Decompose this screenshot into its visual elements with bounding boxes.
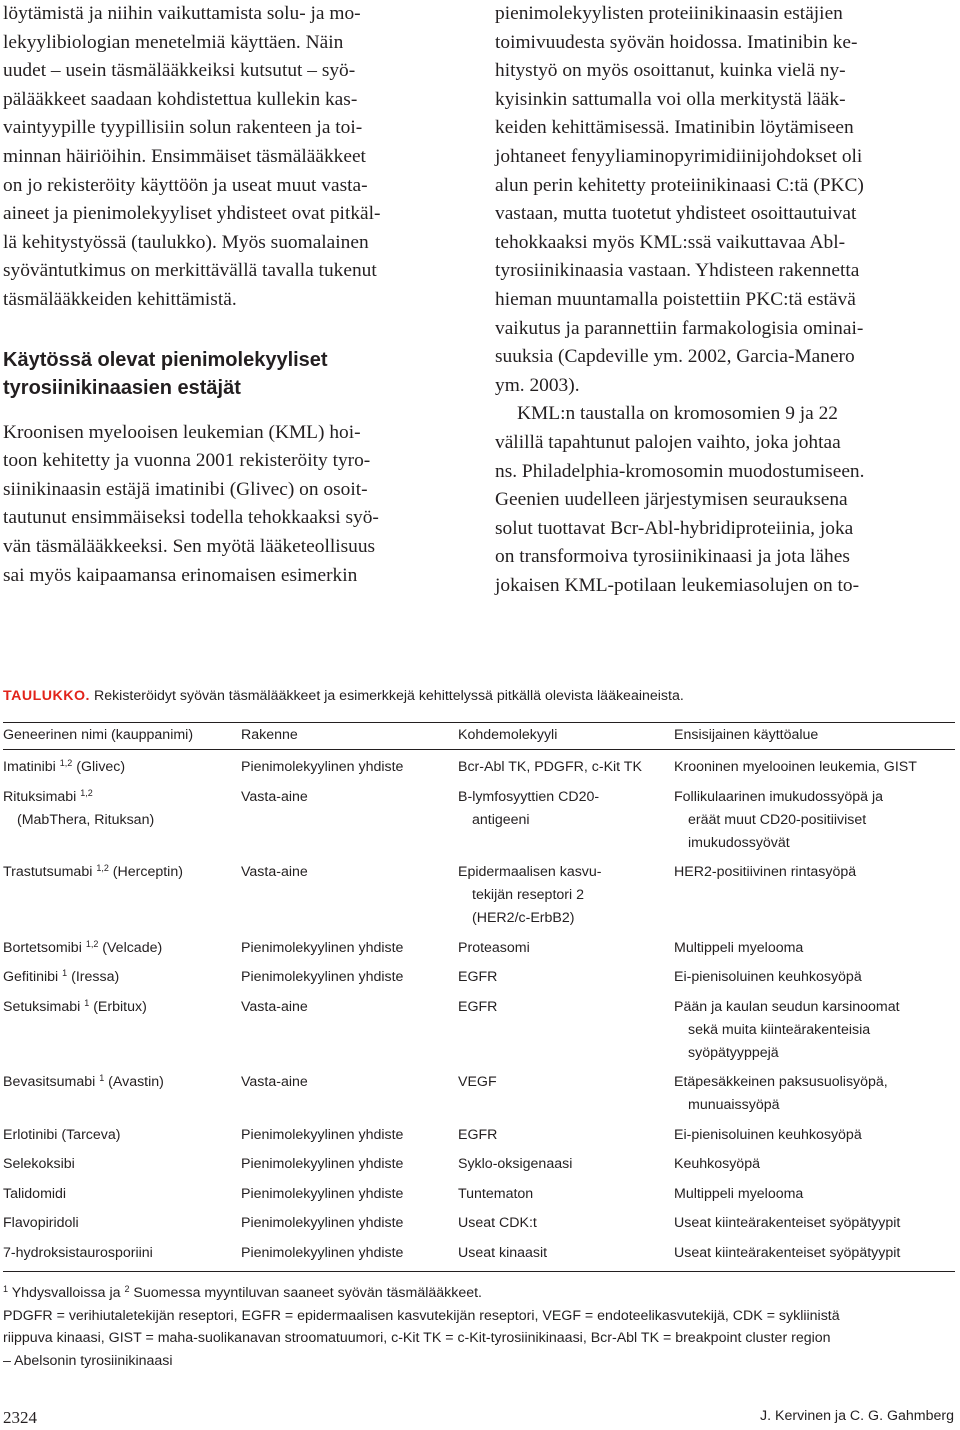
drug-name: Bevasitsumabi	[3, 1074, 96, 1090]
table-caption-text: Rekisteröidyt syövän täsmälääkkeet ja esimerkkejä kehittelyssä pitkällä olevista lääkeaineista.	[90, 688, 684, 704]
cell-use	[674, 996, 955, 1065]
body-text-line: on transformoiva tyrosiinikinaasi ja jota lähes	[495, 546, 850, 568]
page-number: 2324	[3, 1408, 37, 1427]
cell-structure	[241, 1153, 458, 1176]
footnote-ref: 1,2	[59, 758, 73, 768]
use-text: Krooninen myelooinen leukemia, GIST	[674, 759, 917, 775]
structure-text: Vasta-aine	[241, 998, 308, 1015]
trade-name: (Tarceva)	[57, 1126, 121, 1143]
body-text-line: pienimolekyylisten proteiinikinaasin estäjien	[495, 3, 843, 24]
cell-target	[458, 966, 674, 989]
target-text: Epidermaalisen kasvu-	[458, 864, 602, 880]
table-row	[3, 1242, 955, 1265]
body-text-line: tyrosiinikinaasia vastaan. Yhdisteen rakennetta	[495, 260, 860, 282]
structure-text: Pienimolekyylinen yhdiste	[241, 1244, 404, 1261]
structure-text: Pienimolekyylinen yhdiste	[241, 1126, 404, 1143]
body-text-line: vän täsmälääkkeeksi. Sen myötä lääketeollisuus	[3, 535, 376, 557]
trade-name: (Avastin)	[104, 1074, 164, 1090]
target-text: Bcr-Abl TK, PDGFR, c-Kit TK	[458, 759, 642, 775]
target-text: Tuntematon	[458, 1185, 534, 1202]
cell-generic-name	[3, 1153, 241, 1176]
cell-use	[674, 861, 955, 930]
structure-text: Vasta-aine	[241, 864, 308, 880]
structure-text: Pienimolekyylinen yhdiste	[241, 1156, 404, 1172]
cell-generic-name	[3, 786, 241, 855]
drug-name: Gefitinibi	[3, 969, 59, 985]
target-text: B-lymfosyyttien CD20-	[458, 788, 600, 805]
use-text: Ei-pienisoluinen keuhkosyöpä	[674, 969, 862, 985]
right-paragraph-2	[495, 400, 955, 600]
drug-name: Talidomidi	[3, 1185, 67, 1202]
table-row	[3, 937, 955, 960]
body-text-line: vaikutus ja parannettiin farmakologisia ominai-	[495, 317, 864, 339]
structure-text: Pienimolekyylinen yhdiste	[241, 759, 404, 775]
body-text-line: minnan häiriöihin. Ensimmäiset täsmälääkkeet	[3, 145, 366, 167]
body-text-line: kyisinkin sattumalla voi olla merkitystä lääk-	[495, 88, 846, 110]
drug-name: Erlotinibi	[3, 1126, 58, 1143]
abbrev-line: riippuva kinaasi, GIST = maha-suolikanavan stroomatuumori, c-Kit TK = c-Kit-tyrosiinikinaasi, Bcr-Abl TK = breakpoint cluster region	[3, 1330, 831, 1346]
header-generic-name: Geneerinen nimi (kauppanimi)	[3, 727, 194, 743]
cell-target	[458, 1242, 674, 1265]
body-text-line: vastaan, mutta tuotetut yhdisteet osoittautuivat	[495, 203, 857, 225]
cell-generic-name	[3, 1242, 241, 1265]
cell-use	[674, 937, 955, 960]
footnote-sup-2: 2	[124, 1284, 130, 1294]
cell-structure	[241, 1183, 458, 1206]
body-text-line: Geenien uudelleen järjestymisen seurauksena	[495, 489, 848, 511]
table-caption	[3, 686, 955, 706]
body-text-line: siinikinaasin estäjä imatinibi (Glivec) on osoit-	[3, 478, 368, 500]
cell-structure	[241, 786, 458, 855]
body-text-line: jokaisen KML-potilaan leukemiasolujen on to-	[495, 574, 860, 596]
target-text: EGFR	[458, 969, 498, 985]
body-text-line: KML:n taustalla on kromosomien 9 ja 22	[517, 403, 838, 425]
body-text-line: ym. 2003).	[495, 374, 580, 396]
body-text-line: aineet ja pienimolekyyliset yhdisteet ovat pitkäl-	[3, 203, 381, 225]
left-paragraph-1	[3, 0, 465, 315]
drug-name: Setuksimabi	[3, 998, 81, 1015]
structure-text: Vasta-aine	[241, 1074, 308, 1090]
footnote-text-2: Suomessa myyntiluvan saaneet syövän täsmälääkkeet.	[129, 1285, 482, 1301]
cell-use	[674, 966, 955, 989]
drug-name: Bortetsomibi	[3, 939, 82, 956]
body-text-line: hitystyö on myös osoittanut, kuinka vielä ny-	[495, 60, 846, 82]
cell-structure	[241, 756, 458, 779]
target-text: tekijän reseptori 2	[472, 887, 584, 903]
structure-text: Pienimolekyylinen yhdiste	[241, 969, 404, 985]
header-use: Ensisijainen käyttöalue	[674, 727, 819, 743]
cell-generic-name	[3, 996, 241, 1065]
cell-target	[458, 1183, 674, 1206]
heading-line: Käytössä olevat pienimolekyyliset	[3, 348, 328, 371]
cell-use	[674, 1124, 955, 1147]
footnote-ref: 1	[62, 968, 68, 978]
table-row	[3, 1212, 955, 1235]
cell-target	[458, 756, 674, 779]
cell-structure	[241, 1071, 458, 1117]
abbrev-line: – Abelsonin tyrosiinikinaasi	[3, 1352, 173, 1369]
trade-name: (Velcade)	[98, 939, 163, 956]
body-text-line: sai myös kaipaamansa erinomaisen esimerkin	[3, 564, 358, 586]
use-text: HER2-positiivinen rintasyöpä	[674, 864, 857, 880]
body-text-line: välillä tapahtunut palojen vaihto, joka johtaa	[495, 431, 841, 453]
footnote-ref: 1	[99, 1073, 105, 1083]
cell-target	[458, 937, 674, 960]
body-text-line: tautunut ensimmäiseksi todella tehokkaaksi syö-	[3, 507, 379, 529]
use-text: imukudossyövät	[688, 834, 790, 851]
cell-structure	[241, 861, 458, 930]
footnote-text-1: Yhdysvalloissa ja	[8, 1285, 125, 1301]
abbrev-line: PDGFR = verihiutaletekijän reseptori, EGFR = epidermaalisen kasvutekijän reseptori, VEGF = endoteelikasvutekijä, CDK = sykliinistä	[3, 1307, 840, 1324]
use-text: Ei-pienisoluinen keuhkosyöpä	[674, 1126, 862, 1143]
use-text: Pään ja kaulan seudun karsinoomat	[674, 998, 900, 1015]
footnote-abbreviations	[3, 1305, 955, 1373]
footnote-markets	[3, 1282, 955, 1305]
cell-generic-name	[3, 1071, 241, 1117]
body-text-line: solut tuottavat Bcr-Abl-hybridiproteiinia, joka	[495, 517, 854, 539]
trade-name: (Iressa)	[67, 969, 120, 985]
table-row	[3, 756, 955, 779]
footnote-ref: 1,2	[96, 863, 109, 873]
cell-generic-name	[3, 756, 241, 779]
body-text-line: johtaneet fenyyliaminopyrimidiinijohdokset oli	[495, 145, 863, 167]
cell-structure	[241, 996, 458, 1065]
author-credit: J. Kervinen ja C. G. Gahmberg	[760, 1408, 954, 1424]
cell-use	[674, 756, 955, 779]
table-row	[3, 1183, 955, 1206]
cell-generic-name	[3, 1183, 241, 1206]
target-text: Syklo-oksigenaasi	[458, 1156, 573, 1172]
target-text: EGFR	[458, 998, 498, 1015]
body-text-line: alun perin kehitetty proteiinikinaasi C:tä (PKC)	[495, 174, 864, 196]
footnote-ref: 1,2	[85, 938, 99, 949]
cell-use	[674, 1153, 955, 1176]
target-text: Proteasomi	[458, 939, 530, 956]
body-text-line: toon kehitetty ja vuonna 2001 rekisteröity tyro-	[3, 450, 371, 472]
left-paragraph-2	[3, 419, 465, 591]
use-text: Multippeli myelooma	[674, 939, 804, 956]
body-text-line: uudet – usein täsmälääkkeiksi kutsutut – syö-	[3, 60, 356, 82]
structure-text: Vasta-aine	[241, 788, 308, 805]
body-text-line: löytämistä ja niihin vaikuttamista solu- ja mo-	[3, 3, 361, 24]
cell-target	[458, 1124, 674, 1147]
target-text: EGFR	[458, 1126, 498, 1143]
heading-line: tyrosiinikinaasien estäjät	[3, 376, 241, 399]
cell-target	[458, 1212, 674, 1235]
body-text-line: hieman muuntamalla poistettiin PKC:tä estävä	[495, 288, 856, 310]
cell-target	[458, 996, 674, 1065]
table-header-row	[3, 723, 955, 750]
drug-name: Trastutsumabi	[3, 864, 93, 880]
body-text-line: lekyylibiologian menetelmiä käyttäen. Näin	[3, 31, 344, 53]
section-heading	[3, 346, 465, 402]
table-row	[3, 861, 955, 930]
footnote-ref: 1,2	[80, 787, 93, 798]
cell-structure	[241, 1212, 458, 1235]
table-caption-label: TAULUKKO.	[3, 688, 90, 704]
cell-generic-name	[3, 861, 241, 930]
body-text-line: toimivuudesta syövän hoidossa. Imatinibin ke-	[495, 31, 858, 53]
body-text-line: suuksia (Capdeville ym. 2002, Garcia-Manero	[495, 346, 855, 368]
target-text: Useat kinaasit	[458, 1244, 548, 1261]
table-body	[3, 750, 955, 1272]
drug-name: 7-hydroksistaurosporiini	[3, 1244, 153, 1261]
footnote-ref: 1	[84, 997, 90, 1008]
table-row	[3, 966, 955, 989]
header-target: Kohdemolekyyli	[458, 727, 558, 743]
use-text: Etäpesäkkeinen paksusuolisyöpä,	[674, 1074, 888, 1090]
use-text: sekä muita kiinteärakenteisia	[688, 1021, 871, 1038]
use-text: Useat kiinteärakenteiset syöpätyypit	[674, 1244, 901, 1261]
table-footnotes	[3, 1282, 955, 1372]
table-bottom-rule	[3, 1271, 955, 1272]
body-text-line: syöväntutkimus on merkittävällä tavalla tukenut	[3, 260, 377, 282]
drug-table	[3, 722, 955, 1272]
drug-name: Selekoksibi	[3, 1156, 75, 1172]
body-text-line: täsmälääkkeiden kehittämistä.	[3, 288, 237, 310]
cell-use	[674, 1212, 955, 1235]
body-text-line: pälääkkeet saadaan kohdistettua kullekin kas-	[3, 88, 358, 110]
left-column	[3, 0, 465, 590]
cell-generic-name	[3, 937, 241, 960]
trade-name: (MabThera, Rituksan)	[17, 811, 155, 828]
body-text-line: lä kehitystyössä (taulukko). Myös suomalainen	[3, 231, 369, 253]
drug-name: Flavopiridoli	[3, 1215, 79, 1231]
use-text: eräät muut CD20-positiiviset	[688, 811, 867, 828]
cell-use	[674, 1242, 955, 1265]
table-row	[3, 1071, 955, 1117]
cell-use	[674, 1071, 955, 1117]
table-row	[3, 786, 955, 855]
table-row	[3, 1124, 955, 1147]
body-text-line: tehokkaaksi myös KML:ssä vaikuttavaa Abl-	[495, 231, 846, 253]
cell-target	[458, 861, 674, 930]
target-text: antigeeni	[472, 811, 530, 828]
table-row	[3, 1153, 955, 1176]
structure-text: Pienimolekyylinen yhdiste	[241, 1185, 404, 1202]
header-structure: Rakenne	[241, 727, 298, 743]
drug-name: Imatinibi	[3, 759, 56, 775]
trade-name: (Glivec)	[72, 759, 126, 775]
body-text-line: Kroonisen myelooisen leukemian (KML) hoi-	[3, 421, 361, 443]
trade-name: (Erbitux)	[89, 998, 147, 1015]
cell-target	[458, 786, 674, 855]
target-text: (HER2/c-ErbB2)	[472, 910, 575, 926]
cell-generic-name	[3, 1212, 241, 1235]
cell-target	[458, 1071, 674, 1117]
right-column	[495, 0, 955, 600]
target-text: Useat CDK:t	[458, 1215, 537, 1231]
cell-structure	[241, 1242, 458, 1265]
target-text: VEGF	[458, 1074, 497, 1090]
use-text: Follikulaarinen imukudossyöpä ja	[674, 788, 883, 805]
cell-use	[674, 786, 955, 855]
cell-generic-name	[3, 966, 241, 989]
body-text-line: ns. Philadelphia-kromosomin muodostumiseen.	[495, 460, 865, 482]
footnote-sup-1: 1	[3, 1284, 9, 1294]
trade-name: (Herceptin)	[108, 864, 183, 880]
use-text: Useat kiinteärakenteiset syöpätyypit	[674, 1215, 901, 1231]
use-text: munuaissyöpä	[688, 1097, 780, 1113]
use-text: syöpätyyppejä	[688, 1044, 779, 1061]
structure-text: Pienimolekyylinen yhdiste	[241, 1215, 404, 1231]
drug-name: Rituksimabi	[3, 788, 77, 805]
cell-use	[674, 1183, 955, 1206]
body-text-line: on jo rekisteröity käyttöön ja useat muut vasta-	[3, 174, 368, 196]
cell-structure	[241, 966, 458, 989]
right-paragraph-1	[495, 0, 955, 400]
table-row	[3, 996, 955, 1065]
body-text-line: keiden kehittämisessä. Imatinibin löytämiseen	[495, 117, 854, 139]
use-text: Keuhkosyöpä	[674, 1156, 760, 1172]
structure-text: Pienimolekyylinen yhdiste	[241, 939, 404, 956]
cell-target	[458, 1153, 674, 1176]
body-text-line: vaintyypille tyypillisiin solun rakenteen ja toi-	[3, 117, 363, 139]
cell-generic-name	[3, 1124, 241, 1147]
cell-structure	[241, 937, 458, 960]
use-text: Multippeli myelooma	[674, 1185, 804, 1202]
cell-structure	[241, 1124, 458, 1147]
